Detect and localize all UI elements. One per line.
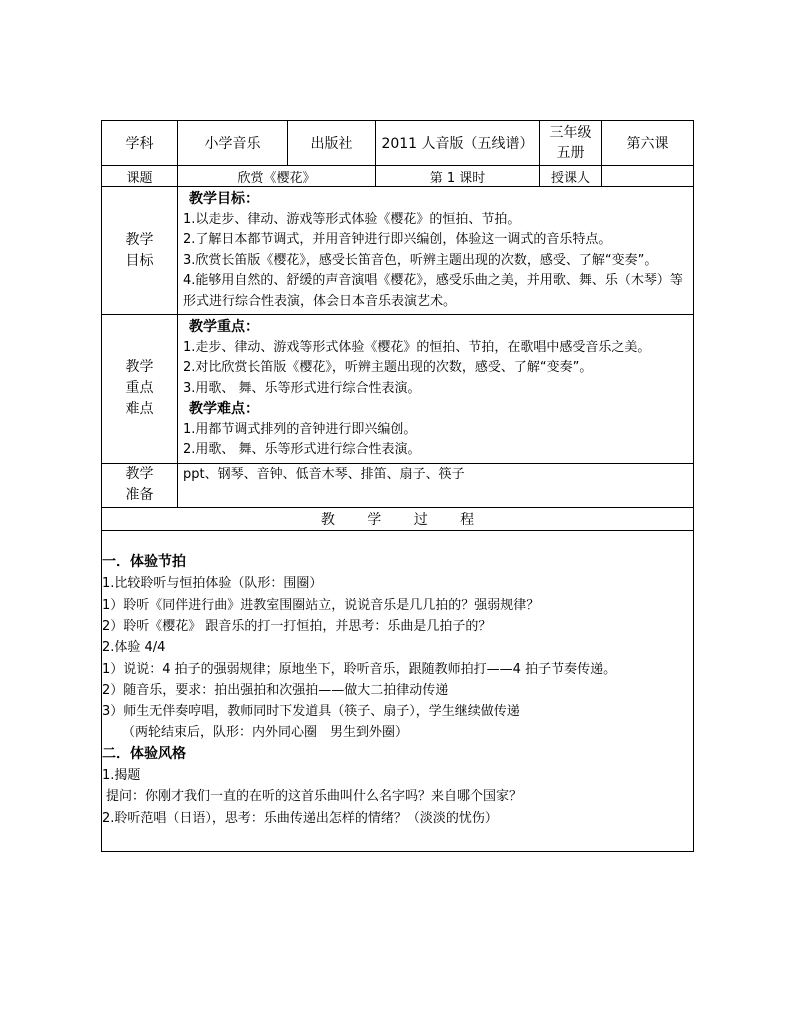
objective-item: 2.了解日本都节调式，并用音钟进行即兴编创，体验这一调式的音乐特点。 [183,232,612,247]
process-title-row [102,507,694,530]
topic-label: 课题 [102,166,178,187]
keypoints-label [102,315,178,464]
objective-item: 4.能够用自然的、舒缓的声音演唱《樱花》，感受乐曲之美，并用歌、舞、乐（木琴）等形式进行综合性表演，体会日本音乐表演艺术。 [183,273,683,309]
process-line: 1.揭题 [102,768,141,784]
grade-line2: 五册 [556,145,585,161]
publisher-value: 2011 人音版（五线谱） [376,121,540,166]
process-body-row [102,530,694,851]
process-line: 2.体验 4/4 [102,640,166,656]
preparation-value: ppt、钢琴、音钟、低音木琴、排笛、扇子、筷子 [178,463,694,507]
objective-item: 3.欣赏长笛版《樱花》，感受长笛音色，听辨主题出现的次数，感受、了解“变奏”。 [183,252,658,268]
key-item: 1.走步、律动、游戏等形式体验《樱花》的恒拍、节拍，在歌唱中感受音乐之美。 [183,339,651,355]
objectives-content [178,187,694,315]
keypoints-content [178,315,694,464]
topic-row [102,166,694,187]
grade-line1: 三年级 [549,125,592,141]
key-heading: 教学重点： [189,319,259,335]
subject-value: 小学音乐 [178,121,288,166]
process-char: 程 [460,511,475,528]
keypoints-label-line1: 教学 [125,359,154,376]
objectives-label-line1: 教学 [125,231,154,248]
process-title [102,507,694,530]
process-line: （两轮结束后，队形：内外同心圈 男生到外圈） [122,725,409,741]
objectives-heading: 教学目标： [189,191,259,207]
teacher-value [602,166,694,187]
preparation-label [102,463,178,507]
topic-value: 欣赏《樱花》 [178,166,376,187]
process-body [102,530,694,851]
keypoints-label-line3: 难点 [125,401,154,418]
difficult-item: 1.用都节调式排列的音钟进行即兴编创。 [183,421,417,437]
preparation-row [102,463,694,507]
key-item: 2.对比欣赏长笛版《樱花》，听辨主题出现的次数，感受、了解“变奏”。 [183,360,593,375]
period-value: 第 1 课时 [376,166,540,187]
teacher-label: 授课人 [540,166,602,187]
process-line: 2）聆听《樱花》 跟音乐的打一打恒拍，并思考：乐曲是几拍子的？ [102,618,492,634]
lesson-number: 第六课 [602,121,694,166]
process-line: 2）随音乐，要求：拍出强拍和次强拍——做大二拍律动传递 [102,682,449,698]
objectives-label-line2: 目标 [125,252,154,269]
process-line: 1.比较聆听与恒拍体验（队形：围圈） [102,576,323,592]
process-line: 2.聆听范唱（日语），思考：乐曲传递出怎样的情绪？（淡淡的忧伤） [102,810,498,826]
section-title: 一．体验节拍 [102,554,186,571]
process-line: 1）聆听《同伴进行曲》进教室围圈站立，说说音乐是几几拍的？强弱规律？ [102,597,540,613]
objectives-label [102,187,178,315]
lesson-plan-table [101,120,694,852]
objective-item: 1.以走步、律动、游戏等形式体验《樱花》的恒拍、节拍。 [183,211,521,227]
process-char: 教 [320,511,335,528]
process-line: 3）师生无伴奏哼唱，教师同时下发道具（筷子、扇子），学生继续做传递 [102,704,520,720]
subject-label: 学科 [102,121,178,166]
keypoints-label-line2: 重点 [125,380,154,397]
objectives-row [102,187,694,315]
process-line: 提问：你刚才我们一直的在听的这首乐曲叫什么名字吗？来自哪个国家？ [106,789,523,805]
section-title: 二．体验风格 [102,745,186,762]
keypoints-row [102,315,694,464]
difficult-item: 2.用歌、 舞、乐等形式进行综合性表演。 [183,442,421,457]
header-row [102,121,694,166]
preparation-label-line2: 准备 [125,487,154,503]
grade-cell [540,121,602,166]
process-line: 1）说说：4 拍子的强弱规律；原地坐下，聆听音乐，跟随教师拍打——4 拍子节奏传递。 [102,661,617,677]
process-char: 过 [413,511,428,528]
preparation-label-line1: 教学 [125,466,154,482]
process-char: 学 [367,511,382,528]
publisher-label: 出版社 [288,121,376,166]
difficult-heading: 教学难点： [189,401,259,417]
key-item: 3.用歌、 舞、乐等形式进行综合性表演。 [183,380,421,396]
